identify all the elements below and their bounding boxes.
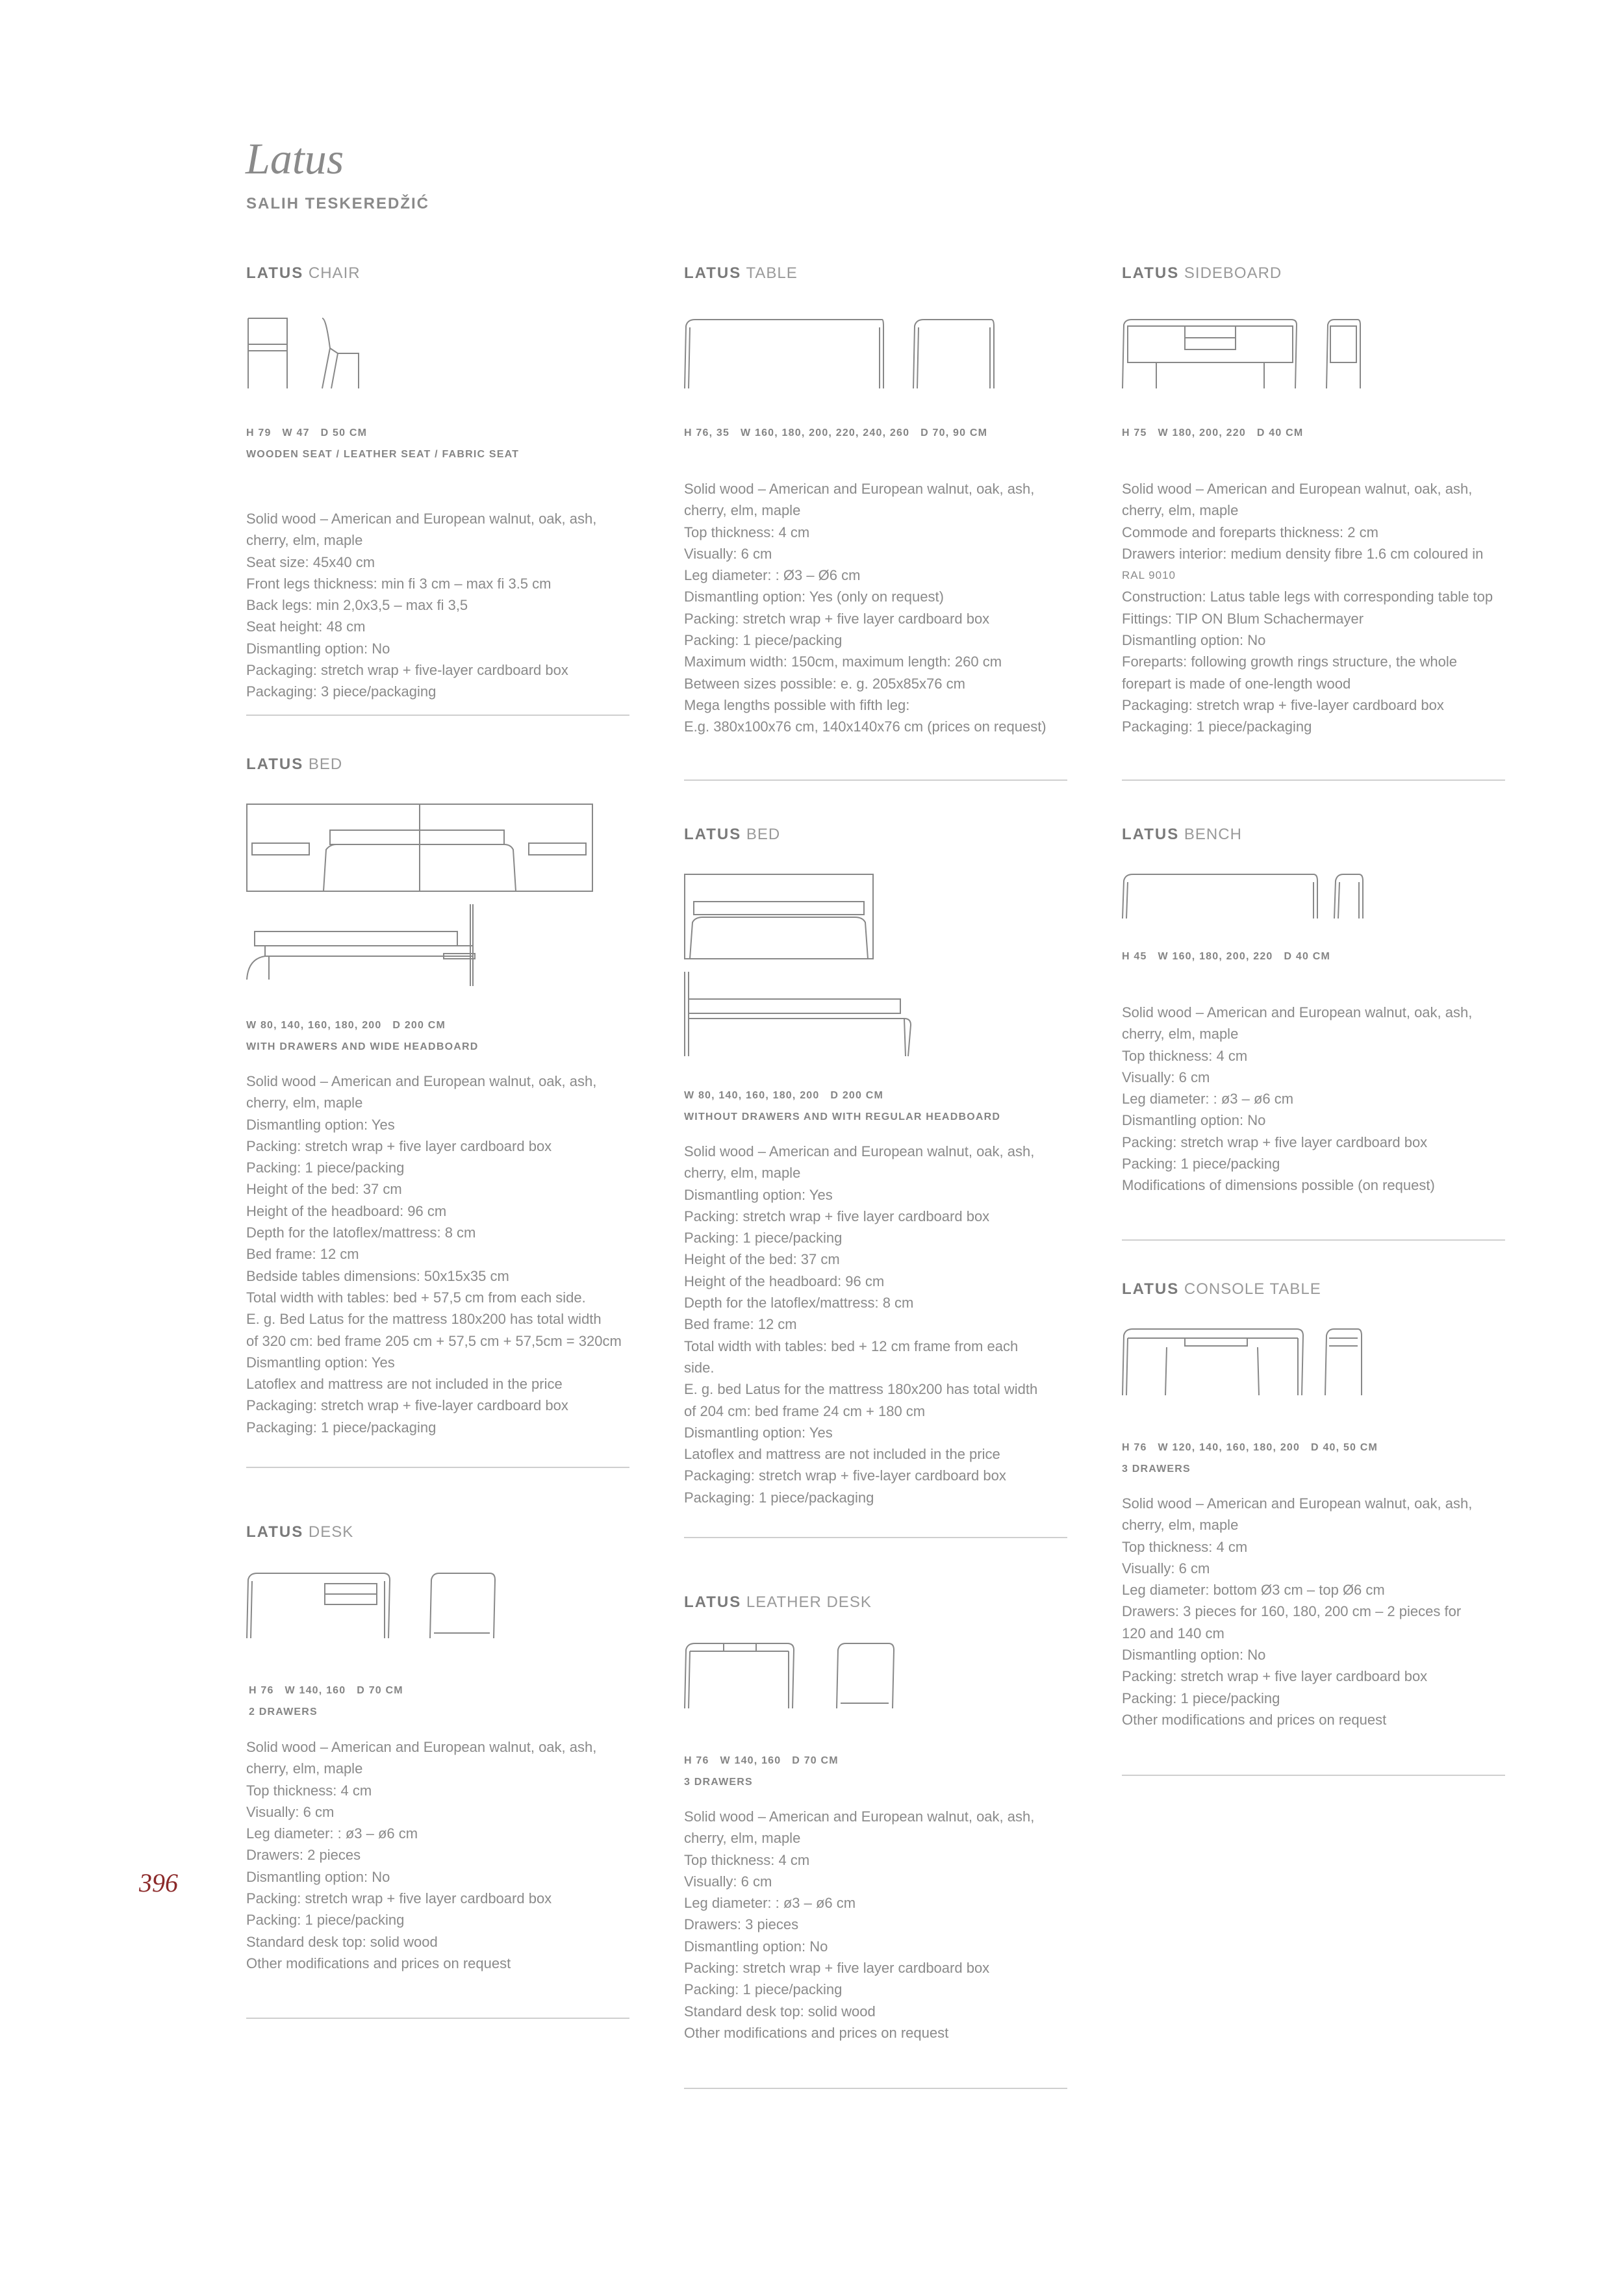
spec-line: Dismantling option: No [246, 640, 390, 657]
spec-line: of 204 cm: bed frame 24 cm + 180 cm [684, 1402, 926, 1419]
section-divider [684, 2088, 1067, 2089]
chair-dims [246, 422, 519, 465]
chair-name: CHAIR [308, 264, 361, 282]
console-table-dims-line: 3 DRAWERS [1122, 1463, 1191, 1475]
sideboard-heading [1122, 264, 1512, 283]
bed-wide-specs [246, 1070, 629, 1438]
bed-regular-dims [684, 1085, 1000, 1128]
spec-line: Latoflex and mattress are not included in the price [246, 1376, 563, 1393]
section-divider [246, 1467, 629, 1468]
leather-desk-drawing [683, 1641, 904, 1712]
designer-name: SALIH TESKEREDŽIĆ [246, 195, 430, 212]
spec-line: Top thickness: 4 cm [1122, 1047, 1248, 1064]
bench-name: BENCH [1184, 826, 1242, 843]
spec-line: Total width with tables: bed + 12 cm frame from each [684, 1337, 1019, 1354]
spec-line: Packing: 1 piece/packing [684, 1981, 843, 1998]
spec-line: cherry, elm, maple [684, 1830, 801, 1847]
spec-line: Drawers: 2 pieces [246, 1847, 361, 1864]
table-name: TABLE [746, 264, 798, 282]
spec-line: Back legs: min 2,0x3,5 – max fi 3,5 [246, 597, 468, 614]
section-divider [246, 715, 629, 716]
bench-brand: LATUS [1122, 826, 1180, 843]
spec-line: Dismantling option: No [684, 1938, 828, 1955]
spec-line: Leg diameter: : Ø3 – Ø6 cm [684, 567, 861, 584]
spec-line: Other modifications and prices on request [1122, 1711, 1387, 1728]
desk-dims [249, 1680, 403, 1723]
sideboard-drawing [1121, 318, 1368, 391]
table-brand: LATUS [684, 264, 742, 282]
leather-desk-brand: LATUS [684, 1593, 742, 1611]
spec-line: Dismantling option: Yes [246, 1116, 395, 1133]
bed-regular-drawing [683, 873, 917, 1061]
spec-line: Height of the headboard: 96 cm [684, 1273, 885, 1289]
spec-line: Drawers: 3 pieces [684, 1916, 799, 1933]
sideboard-brand: LATUS [1122, 264, 1180, 282]
spec-line: Other modifications and prices on request [684, 2024, 949, 2041]
console-table-name: CONSOLE TABLE [1184, 1280, 1321, 1298]
spec-line: Packaging: stretch wrap + five-layer cardboard box [1122, 696, 1444, 713]
spec-line: Standard desk top: solid wood [246, 1933, 438, 1950]
spec-line: Solid wood – American and European walnut, oak, ash, [684, 1808, 1035, 1825]
spec-line: Height of the bed: 37 cm [246, 1181, 402, 1198]
desk-brand: LATUS [246, 1523, 304, 1541]
spec-line: Packaging: 3 piece/packaging [246, 683, 437, 700]
spec-line: Packing: stretch wrap + five layer cardboard box [1122, 1134, 1428, 1150]
spec-line: Packaging: stretch wrap + five-layer cardboard box [246, 662, 568, 679]
spec-line: Solid wood – American and European walnut, oak, ash, [684, 1143, 1035, 1159]
bed-wide-name: BED [308, 755, 343, 773]
spec-line: Packing: 1 piece/packing [1122, 1690, 1280, 1706]
leather-desk-name: LEATHER DESK [746, 1593, 872, 1611]
desk-dims-line: 2 DRAWERS [249, 1706, 318, 1717]
sideboard-dims [1122, 422, 1303, 444]
spec-line: Dismantling option: Yes (only on request) [684, 589, 944, 605]
spec-line: Dismantling option: Yes [684, 1186, 833, 1203]
chair-dims-line: H 79 W 47 D 50 CM [246, 427, 368, 438]
spec-line: Dismantling option: No [1122, 1112, 1266, 1129]
table-dims-line: H 76, 35 W 160, 180, 200, 220, 240, 260 D 70, 90 CM [684, 427, 988, 438]
bed-regular-brand: LATUS [684, 826, 742, 843]
bench-heading [1122, 825, 1512, 844]
spec-line: cherry, elm, maple [246, 1095, 363, 1111]
spec-line: Packing: 1 piece/packing [246, 1159, 405, 1176]
chair-drawing [246, 316, 375, 391]
spec-line: 120 and 140 cm [1122, 1625, 1224, 1641]
spec-line: E. g. Bed Latus for the mattress 180x200 has total width [246, 1311, 602, 1328]
spec-line: cherry, elm, maple [684, 1165, 801, 1182]
spec-line: Depth for the latoflex/mattress: 8 cm [246, 1224, 476, 1241]
bed-wide-dims [246, 1015, 478, 1058]
spec-line: Leg diameter: : ø3 – ø6 cm [1122, 1091, 1294, 1108]
spec-line: Dismantling option: No [1122, 632, 1266, 649]
spec-line: Dismantling option: Yes [246, 1354, 395, 1371]
section-divider [1122, 779, 1505, 781]
spec-line: side. [684, 1359, 715, 1376]
desk-dims-line: H 76 W 140, 160 D 70 CM [249, 1685, 403, 1696]
leather-desk-dims [684, 1750, 839, 1793]
chair-specs [246, 508, 629, 703]
section-divider [684, 1537, 1067, 1538]
spec-line: Packaging: stretch wrap + five-layer cardboard box [684, 1467, 1006, 1484]
sideboard-dims-line: H 75 W 180, 200, 220 D 40 CM [1122, 427, 1304, 438]
page-title: Latus [246, 134, 344, 183]
spec-line: Seat size: 45x40 cm [246, 553, 375, 570]
bed-regular-dims-line: WITHOUT DRAWERS AND WITH REGULAR HEADBOARD [684, 1111, 1001, 1122]
console-table-specs [1122, 1493, 1505, 1730]
spec-line: Seat height: 48 cm [246, 618, 366, 635]
bed-wide-drawing [246, 803, 609, 998]
bed-regular-dims-line: W 80, 140, 160, 180, 200 D 200 CM [684, 1090, 884, 1101]
spec-line: Packaging: 1 piece/packaging [684, 1489, 874, 1506]
spec-line: Packing: stretch wrap + five layer cardboard box [246, 1890, 552, 1907]
spec-line: Top thickness: 4 cm [684, 524, 810, 540]
spec-line: Bed frame: 12 cm [684, 1316, 797, 1333]
spec-line: Solid wood – American and European walnut, oak, ash, [1122, 1495, 1473, 1512]
spec-line: Packing: stretch wrap + five layer cardboard box [684, 1208, 990, 1224]
section-divider [246, 2018, 629, 2019]
spec-line: Height of the bed: 37 cm [684, 1251, 840, 1268]
desk-specs [246, 1736, 629, 1974]
spec-line: Visually: 6 cm [684, 1873, 772, 1890]
spec-line: Bed frame: 12 cm [246, 1246, 359, 1263]
chair-dims-line: WOODEN SEAT / LEATHER SEAT / FABRIC SEAT [246, 449, 520, 460]
desk-name: DESK [308, 1523, 354, 1541]
leather-desk-dims-line: H 76 W 140, 160 D 70 CM [684, 1755, 839, 1766]
spec-line: Packing: stretch wrap + five layer cardboard box [1122, 1668, 1428, 1685]
spec-line: cherry, elm, maple [1122, 1517, 1239, 1534]
console-table-brand: LATUS [1122, 1280, 1180, 1298]
spec-line: Leg diameter: bottom Ø3 cm – top Ø6 cm [1122, 1582, 1385, 1599]
spec-line: Solid wood – American and European walnut, oak, ash, [1122, 481, 1473, 497]
chair-heading [246, 264, 636, 283]
spec-line: Maximum width: 150cm, maximum length: 260 cm [684, 653, 1002, 670]
spec-line: cherry, elm, maple [1122, 1026, 1239, 1043]
bench-specs [1122, 1002, 1505, 1197]
spec-line: Mega lengths possible with fifth leg: [684, 696, 910, 713]
spec-line: Between sizes possible: e. g. 205x85x76 cm [684, 675, 965, 692]
bench-dims [1122, 946, 1330, 967]
spec-line: cherry, elm, maple [246, 1760, 363, 1777]
console-table-drawing [1121, 1328, 1381, 1398]
spec-line: Solid wood – American and European walnut, oak, ash, [1122, 1004, 1473, 1020]
sideboard-name: SIDEBOARD [1184, 264, 1282, 282]
chair-brand: LATUS [246, 264, 304, 282]
spec-line: Commode and foreparts thickness: 2 cm [1122, 524, 1378, 540]
console-table-dims-line: H 76 W 120, 140, 160, 180, 200 D 40, 50 CM [1122, 1442, 1378, 1453]
spec-line: Fittings: TIP ON Blum Schachermayer [1122, 610, 1364, 627]
spec-line: Drawers: 3 pieces for 160, 180, 200 cm – 2 pieces for [1122, 1603, 1462, 1620]
spec-line: RAL 9010 [1122, 569, 1176, 582]
table-heading [684, 264, 1074, 283]
spec-line: Solid wood – American and European walnut, oak, ash, [684, 481, 1035, 497]
spec-line: Solid wood – American and European walnut, oak, ash, [246, 1739, 597, 1755]
spec-line: Packing: stretch wrap + five layer cardboard box [246, 1137, 552, 1154]
bed-wide-heading [246, 755, 636, 774]
spec-line: Packing: 1 piece/packing [684, 1230, 843, 1247]
leather-desk-specs [684, 1806, 1067, 2044]
page-number: 396 [139, 1868, 178, 1897]
console-table-dims [1122, 1437, 1378, 1480]
bed-wide-dims-line: W 80, 140, 160, 180, 200 D 200 CM [246, 1020, 446, 1031]
spec-line: Packaging: 1 piece/packaging [1122, 718, 1312, 735]
spec-line: Other modifications and prices on request [246, 1955, 511, 1971]
section-divider [1122, 1775, 1505, 1776]
bed-wide-brand: LATUS [246, 755, 304, 773]
spec-line: Packing: stretch wrap + five layer cardboard box [684, 610, 990, 627]
leather-desk-heading [684, 1593, 1074, 1612]
spec-line: forepart is made of one-length wood [1122, 675, 1351, 692]
desk-heading [246, 1523, 636, 1542]
spec-line: Packaging: 1 piece/packaging [246, 1419, 437, 1436]
spec-line: cherry, elm, maple [684, 502, 801, 519]
section-divider [1122, 1239, 1505, 1241]
spec-line: Solid wood – American and European walnut, oak, ash, [246, 511, 597, 527]
bed-regular-name: BED [746, 826, 781, 843]
spec-line: Modifications of dimensions possible (on request) [1122, 1177, 1435, 1194]
spec-line: Total width with tables: bed + 57,5 cm from each side. [246, 1289, 586, 1306]
spec-line: of 320 cm: bed frame 205 cm + 57,5 cm + 57,5cm = 320cm [246, 1332, 622, 1349]
spec-line: Construction: Latus table legs with corresponding table top [1122, 589, 1493, 605]
table-drawing [683, 318, 1034, 391]
spec-line: Packing: 1 piece/packing [246, 1912, 405, 1929]
spec-line: Leg diameter: : ø3 – ø6 cm [246, 1825, 418, 1842]
spec-line: Latoflex and mattress are not included in the price [684, 1446, 1000, 1463]
spec-line: Packing: stretch wrap + five layer cardboard box [684, 1960, 990, 1977]
leather-desk-dims-line: 3 DRAWERS [684, 1777, 753, 1788]
spec-line: Visually: 6 cm [246, 1803, 335, 1820]
spec-line: Depth for the latoflex/mattress: 8 cm [684, 1295, 914, 1311]
spec-line: Leg diameter: : ø3 – ø6 cm [684, 1895, 856, 1912]
bed-regular-heading [684, 825, 1074, 844]
spec-line: Standard desk top: solid wood [684, 2003, 876, 2020]
spec-line: Solid wood – American and European walnut, oak, ash, [246, 1073, 597, 1089]
desk-drawing [246, 1571, 505, 1642]
spec-line: Visually: 6 cm [1122, 1069, 1210, 1085]
spec-line: Drawers interior: medium density fibre 1.6 cm coloured in [1122, 545, 1484, 562]
spec-line: E. g. bed Latus for the mattress 180x200 has total width [684, 1381, 1038, 1398]
spec-line: cherry, elm, maple [1122, 502, 1239, 519]
spec-line: E.g. 380x100x76 cm, 140x140x76 cm (prices on request) [684, 718, 1047, 735]
spec-line: cherry, elm, maple [246, 532, 363, 549]
spec-line: Bedside tables dimensions: 50x15x35 cm [246, 1267, 509, 1284]
spec-line: Front legs thickness: min fi 3 cm – max fi 3.5 cm [246, 575, 552, 592]
spec-line: Dismantling option: Yes [684, 1424, 833, 1441]
bed-regular-specs [684, 1141, 1067, 1508]
spec-line: Packing: 1 piece/packing [1122, 1156, 1280, 1172]
table-dims [684, 422, 987, 444]
section-divider [684, 779, 1067, 781]
spec-line: Top thickness: 4 cm [246, 1782, 372, 1799]
spec-line: Dismantling option: No [1122, 1647, 1266, 1664]
bench-dims-line: H 45 W 160, 180, 200, 220 D 40 CM [1122, 951, 1330, 962]
spec-line: Packing: 1 piece/packing [684, 632, 843, 649]
spec-line: Visually: 6 cm [684, 545, 772, 562]
sideboard-specs [1122, 478, 1505, 738]
console-table-heading [1122, 1280, 1512, 1299]
spec-line: Top thickness: 4 cm [684, 1851, 810, 1868]
spec-line: Dismantling option: No [246, 1868, 390, 1885]
table-specs [684, 478, 1067, 738]
spec-line: Height of the headboard: 96 cm [246, 1202, 447, 1219]
spec-line: Top thickness: 4 cm [1122, 1538, 1248, 1555]
bench-drawing [1121, 873, 1381, 922]
spec-line: Visually: 6 cm [1122, 1560, 1210, 1577]
spec-line: Foreparts: following growth rings structure, the whole [1122, 653, 1458, 670]
bed-wide-dims-line: WITH DRAWERS AND WIDE HEADBOARD [246, 1041, 479, 1052]
spec-line: Packaging: stretch wrap + five-layer cardboard box [246, 1397, 568, 1414]
